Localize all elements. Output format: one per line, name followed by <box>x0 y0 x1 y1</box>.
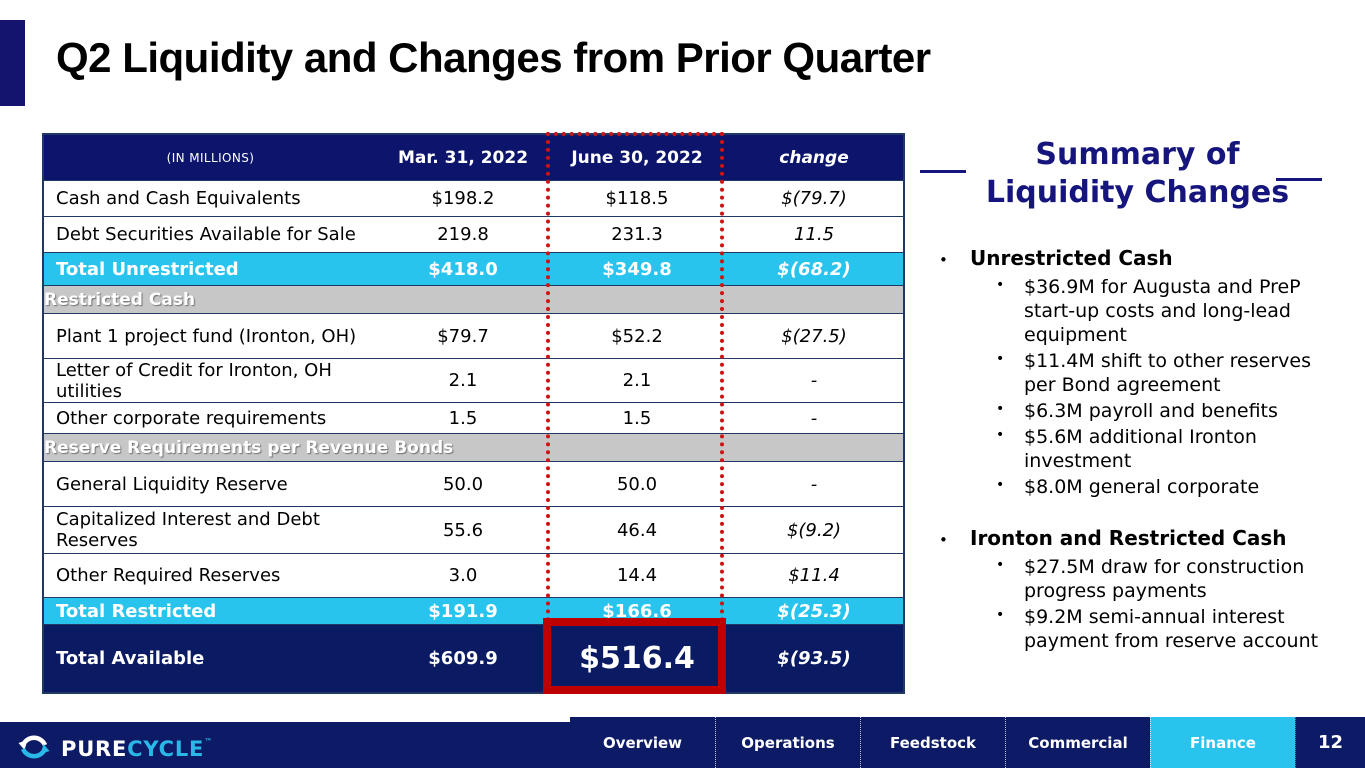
decorative-line-left <box>920 170 966 173</box>
value-change: $(27.5) <box>781 325 847 347</box>
bullet-icon: • <box>996 477 1005 493</box>
value-june: $52.2 <box>611 325 663 347</box>
summary-group-heading <box>932 246 1362 270</box>
value-june: $516.4 <box>579 641 695 676</box>
brand-wordmark <box>61 737 213 761</box>
value-june: 14.4 <box>616 565 658 586</box>
page-number: 12 <box>1295 717 1365 768</box>
page-title: Q2 Liquidity and Changes from Prior Quarter <box>56 34 931 81</box>
bullet-icon: • <box>996 351 1005 367</box>
value-change: $(25.3) <box>777 600 851 622</box>
summary-item <box>996 349 1362 397</box>
table-row <box>44 506 903 553</box>
value-change: 11.5 <box>793 224 835 245</box>
row-label: Capitalized Interest and Debt Reserves <box>56 509 320 551</box>
summary-item-text: $36.9M for Augusta and PreP start-up costs and long-lead equipment <box>1024 276 1301 346</box>
table-row <box>44 252 903 285</box>
value-mar: $198.2 <box>431 188 495 209</box>
column-header-mar: Mar. 31, 2022 <box>397 147 529 168</box>
row-label: Total Available <box>56 648 205 669</box>
summary-item-text: $27.5M draw for construction progress payments <box>1024 556 1305 602</box>
row-label: Letter of Credit for Ironton, OH utilities <box>56 359 332 402</box>
recycle-arrows-icon <box>16 729 52 768</box>
summary-groups <box>932 246 1362 680</box>
brand-pure: PURE <box>61 737 128 761</box>
tab-feedstock[interactable]: Feedstock <box>860 717 1005 768</box>
value-june: $166.6 <box>602 600 672 622</box>
table-row <box>44 216 903 252</box>
value-mar: 50.0 <box>442 473 484 495</box>
table-row <box>44 553 903 597</box>
summary-group-heading-text: Unrestricted Cash <box>970 246 1173 270</box>
summary-title-line2: Liquidity Changes <box>985 175 1290 210</box>
value-mar: 219.8 <box>437 224 489 245</box>
summary-item-text: $8.0M general corporate <box>1024 476 1260 498</box>
summary-title-line1: Summary of <box>1035 137 1240 172</box>
table-row <box>44 597 903 624</box>
table-row <box>44 461 903 506</box>
value-june: $118.5 <box>605 188 669 209</box>
table-row <box>44 180 903 216</box>
table-row <box>44 358 903 402</box>
summary-item-text: $9.2M semi-annual interest payment from reserve account <box>1024 606 1319 652</box>
row-label: Other corporate requirements <box>56 407 327 429</box>
row-label: Total Restricted <box>56 600 217 622</box>
section-header-label: Reserve Requirements per Revenue Bonds <box>44 437 454 458</box>
brand-cycle: CYCLE <box>127 737 205 761</box>
value-june: 1.5 <box>622 407 652 429</box>
summary-group <box>932 526 1362 653</box>
summary-group-heading <box>932 526 1362 550</box>
bullet-icon: • <box>996 401 1005 417</box>
tab-operations[interactable]: Operations <box>715 717 860 768</box>
summary-item <box>996 399 1362 423</box>
value-june: 46.4 <box>616 519 658 541</box>
bullet-icon: • <box>939 531 948 549</box>
summary-item <box>996 605 1362 653</box>
summary-item-text: $11.4M shift to other reserves per Bond agreement <box>1024 350 1311 396</box>
row-label: Plant 1 project fund (Ironton, OH) <box>56 325 357 347</box>
summary-title <box>915 136 1360 212</box>
value-june: 50.0 <box>616 473 658 495</box>
row-label: General Liquidity Reserve <box>56 473 288 495</box>
trademark-symbol: ™ <box>204 737 213 746</box>
tab-commercial[interactable]: Commercial <box>1005 717 1150 768</box>
row-label: Other Required Reserves <box>56 565 281 586</box>
summary-item <box>996 275 1362 347</box>
row-label: Cash and Cash Equivalents <box>56 188 301 209</box>
footer-tabs <box>570 717 1365 768</box>
table-row <box>44 313 903 358</box>
table-row <box>44 285 903 313</box>
column-header-units: (IN MILLIONS) <box>166 150 255 165</box>
value-change: $11.4 <box>788 565 840 586</box>
decorative-line-right <box>1276 178 1322 181</box>
tab-finance[interactable]: Finance <box>1150 717 1295 768</box>
summary-group <box>932 246 1362 499</box>
value-mar: $191.9 <box>428 600 498 622</box>
value-change: - <box>810 407 818 429</box>
title-accent-bar <box>0 20 25 106</box>
table-row <box>44 433 903 461</box>
value-change: $(68.2) <box>777 258 851 280</box>
value-change: - <box>810 473 818 495</box>
value-change: $(9.2) <box>786 519 842 541</box>
value-mar: 3.0 <box>448 565 478 586</box>
value-mar: $79.7 <box>437 325 489 347</box>
value-mar: 2.1 <box>448 370 478 391</box>
value-june: $349.8 <box>602 258 672 280</box>
value-mar: 1.5 <box>448 407 478 429</box>
table-row <box>44 402 903 433</box>
section-header-label: Restricted Cash <box>44 289 196 310</box>
liquidity-table <box>42 133 905 694</box>
summary-group-heading-text: Ironton and Restricted Cash <box>970 526 1287 550</box>
bullet-icon: • <box>996 277 1005 293</box>
value-change: $(79.7) <box>781 188 847 209</box>
summary-item <box>996 555 1362 603</box>
summary-item <box>996 475 1362 499</box>
bullet-icon: • <box>996 607 1005 623</box>
bullet-icon: • <box>996 427 1005 443</box>
value-mar: $609.9 <box>428 648 498 669</box>
tab-overview[interactable]: Overview <box>602 733 683 752</box>
purecycle-logo <box>16 729 213 768</box>
row-label: Total Unrestricted <box>56 258 239 280</box>
summary-item <box>996 425 1362 473</box>
value-mar: 55.6 <box>442 519 484 541</box>
value-change: $(93.5) <box>777 648 851 669</box>
column-header-change: change <box>779 147 849 168</box>
value-june: 2.1 <box>622 370 652 391</box>
table-row <box>44 624 903 692</box>
table-header-row <box>44 135 903 180</box>
value-june: 231.3 <box>611 224 663 245</box>
value-change: - <box>810 370 818 391</box>
bullet-icon: • <box>996 557 1005 573</box>
summary-item-text: $6.3M payroll and benefits <box>1024 400 1278 422</box>
row-label: Debt Securities Available for Sale <box>56 224 356 245</box>
bullet-icon: • <box>939 251 948 269</box>
value-mar: $418.0 <box>428 258 498 280</box>
column-header-june: June 30, 2022 <box>571 147 703 168</box>
summary-item-text: $5.6M additional Ironton investment <box>1024 426 1257 472</box>
